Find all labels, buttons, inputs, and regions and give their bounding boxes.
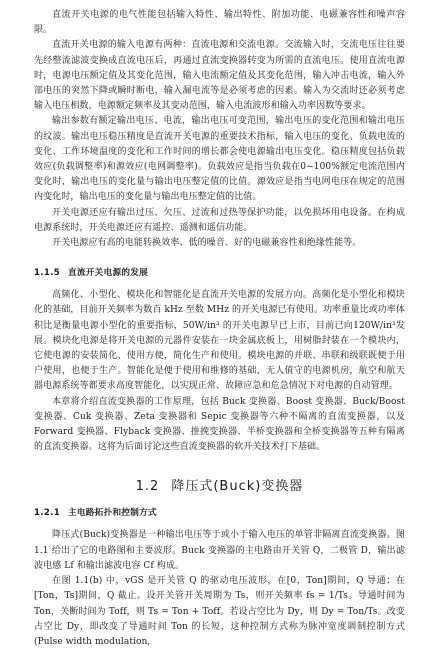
intro-block	[34, 8, 405, 251]
section-number: 1.1.5	[34, 268, 60, 279]
paragraph: 降压式(Buck)变换器是一种输出电压等于或小于输入电压的单管非隔离直流变换器。图 1.1 给出了它的电路图和主要波形。Buck 变换器的主电路由开关管 Q，二极管 D，输出滤波电感 Lf 和输出滤波电容 Cf 构成。	[34, 530, 405, 571]
section-heading-1-1-5	[34, 266, 405, 278]
section-heading-1-2-1	[34, 506, 405, 518]
paragraph: 输出参数有额定输出电压、电流，输出电压可变范围，输出电压的变化范围和输出电压的纹波。输出电压稳压精度是直流开关电源的重要技术指标，输入电压的变化、负载电流的变化、工作环境温度的变化和工作时间的增长都会使电源输出电压变化。稳压精度包括负载效应(负载调整率)和源效应(电网调整率)。负载效应是指当负载在0~100%额定电流范围内变化时，输出电压的变化量与输出电压整定值的比值。源效应是指当电网电压在规定的范围内变化时，输出电压的变化量与输出电压整定值的比值。	[34, 116, 405, 203]
paragraph: 直流开关电源的输入电源有两种：直流电源和交流电源。交流输入时，交流电压往往要先经整流滤波变换成直流电压后，再通过直流变换器转变为所需的直流电压。使用直流电源时，电源电压额定值及其变化范围，输入电流额定值及其变化范围，输入冲击电流，输入外部电压的突然下降或瞬时断电，输入漏电流等是必须考虑的因素。输入为交流时还必须考虑输入电压相数，电源额定频率及其变动范围，输入电流波形和输入功率因数等要求。	[34, 40, 405, 112]
section-title: 主电路拓扑和控制方式	[68, 508, 157, 519]
paragraph: 本章将介绍直流变换器的工作原理，包括 Buck 变换器、Boost 变换器、Buck/Boost 变换器、Cuk 变换器、Zeta 变换器和 Sepic 变换器等六种不隔离的直流变换器，以及 Forward 变换器、Flyback 变换器、推挽变换器、半桥变换器和全桥变换器等五种有隔离的直流变换器。这将为后面讨论这些直流变换器的软开关技术打下基础。	[34, 396, 405, 453]
chapter-number: 1.2	[135, 479, 160, 495]
section-title: 直流开关电源的发展	[68, 268, 149, 279]
chapter-heading-1-2	[34, 475, 405, 494]
section-number: 1.2.1	[34, 508, 60, 519]
chapter-title: 降压式(Buck)变换器	[171, 479, 304, 495]
paragraph: 直流开关电源的电气性能包括输入特性、输出特性、附加功能、电磁兼容性和噪声容限。	[34, 10, 405, 36]
paragraph: 开关电源还应有输出过压、欠压、过流和过热等保护功能，以免损坏用电设备。在构成电源系统时，开关电源还应有遥控、遥测和遥信功能。	[34, 207, 405, 233]
paragraph: 在图 1.1(b) 中，vGS 是开关管 Q 的驱动电压波形，在[0，Ton]期间，Q 导通；在[Ton，Ts]期间，Q 截止。设开关管开关周期为 Ts，则开关频率 fs = 1/Ts。导通时间为 Ton，关断时间为 Toff，则 Ts = Ton + Toff。若设占空比为 Dy，则 Dy = Ton/Ts。改变占空比 Dy，即改变了导通时间 Ton 的长短，这种控制方式称为脉冲宽度调制控制方式(Pulse width modulation,	[34, 576, 405, 647]
paragraph: 开关电源应有高的电能转换效率、低的噪音、好的电磁兼容性和绝缘性能等。	[52, 238, 362, 249]
paragraph: 高频化、小型化、模块化和智能化是直流开关电源的发展方向。高频化是小型化和模块化的基础，目前开关频率为数百 kHz 至数 MHz 的开关电源已有使用。功率重量比或功率体积比是衡量电源小型化的重要指标，50W/in³ 的开关电源早已上市，目前已向120W/in³发展。模块化电源是将开关电源的元器件安装在一块金属底板上，用树脂封装在一个模块内，它使电源的安装简化、使用方便，简化生产和使用。模块电源的并联、串联和级联既便于用户使用，也便于生产。智能化是便于使用和维修的基础，无人值守的电源机房，航空和航天器电源系统等都要求高度智能化，以实现正常、故障应急和危急情况下对电源的自动管理。	[34, 290, 405, 392]
